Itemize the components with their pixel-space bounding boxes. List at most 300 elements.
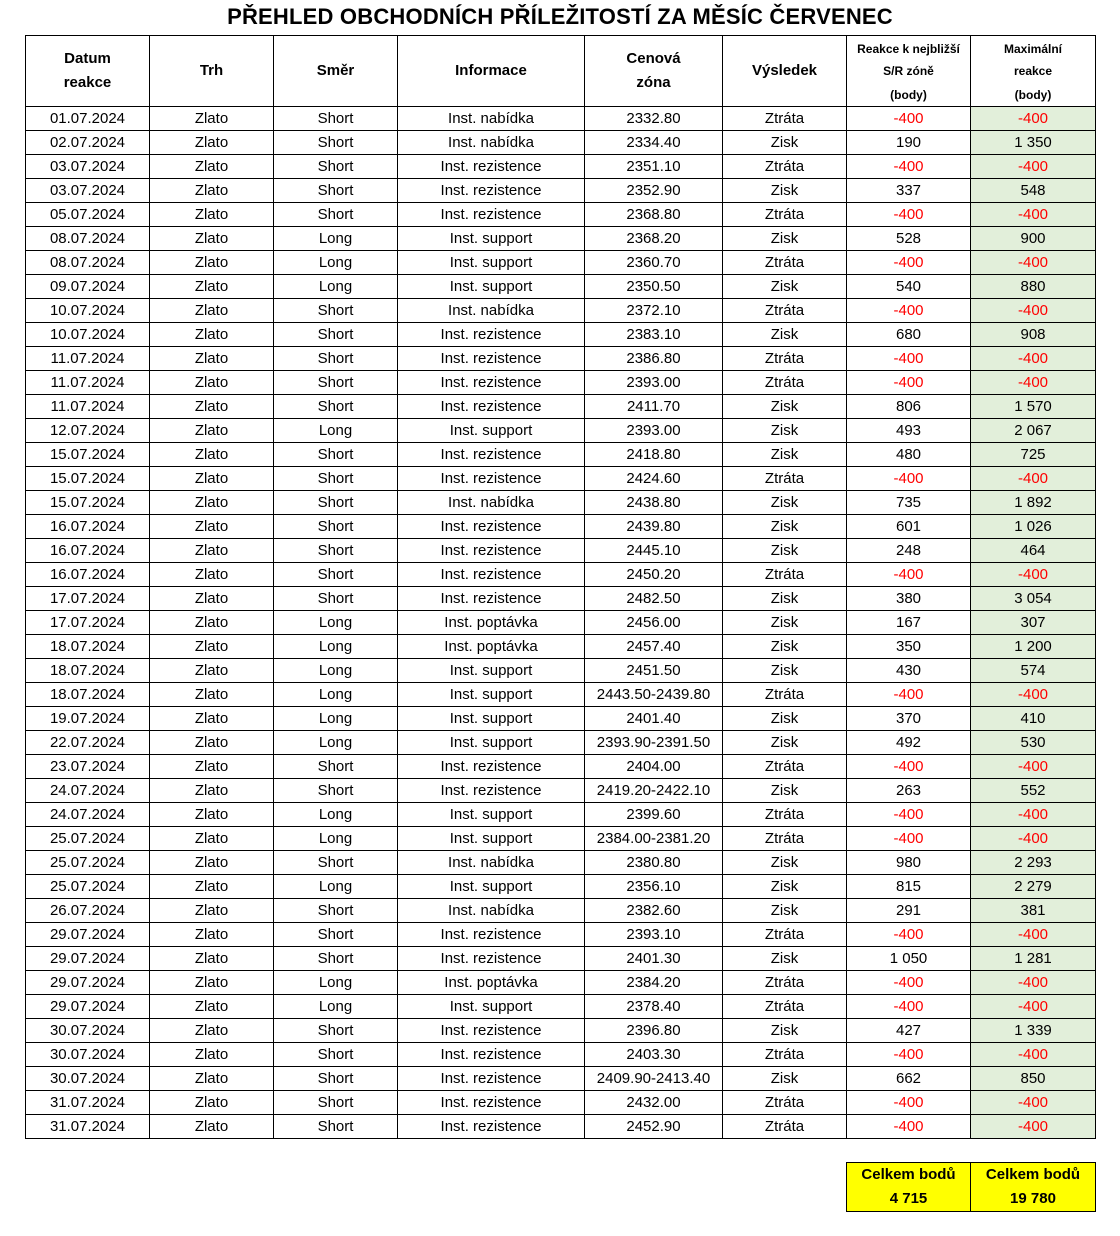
cell-informace: Inst. nabídka <box>398 491 585 515</box>
cell-max-reakce: 574 <box>971 659 1096 683</box>
cell-informace: Inst. nabídka <box>398 107 585 131</box>
cell-reakce: -400 <box>847 299 971 323</box>
cell-reakce: -400 <box>847 1043 971 1067</box>
cell-smer: Long <box>274 707 398 731</box>
cell-vysledek: Ztráta <box>723 1043 847 1067</box>
cell-datum: 09.07.2024 <box>26 275 150 299</box>
cell-vysledek: Zisk <box>723 131 847 155</box>
cell-max-reakce: 1 570 <box>971 395 1096 419</box>
table-row <box>26 563 1096 587</box>
cell-informace: Inst. support <box>398 995 585 1019</box>
cell-reakce: -400 <box>847 563 971 587</box>
cell-max-reakce: -400 <box>971 1091 1096 1115</box>
cell-max-reakce: 410 <box>971 707 1096 731</box>
cell-reakce: -400 <box>847 1091 971 1115</box>
cell-cenova-zona: 2401.40 <box>585 707 723 731</box>
table-header-row <box>26 36 1096 107</box>
cell-datum: 23.07.2024 <box>26 755 150 779</box>
cell-vysledek: Zisk <box>723 323 847 347</box>
cell-vysledek: Ztráta <box>723 1091 847 1115</box>
cell-max-reakce: 1 892 <box>971 491 1096 515</box>
cell-smer: Long <box>274 635 398 659</box>
cell-informace: Inst. rezistence <box>398 515 585 539</box>
cell-informace: Inst. support <box>398 251 585 275</box>
cell-trh: Zlato <box>150 923 274 947</box>
cell-max-reakce: 552 <box>971 779 1096 803</box>
cell-smer: Short <box>274 1019 398 1043</box>
cell-cenova-zona: 2368.80 <box>585 203 723 227</box>
cell-cenova-zona: 2393.00 <box>585 419 723 443</box>
cell-smer: Short <box>274 1043 398 1067</box>
table-row <box>26 371 1096 395</box>
cell-smer: Short <box>274 371 398 395</box>
cell-smer: Long <box>274 995 398 1019</box>
cell-cenova-zona: 2393.10 <box>585 923 723 947</box>
table-row <box>26 1091 1096 1115</box>
cell-reakce: -400 <box>847 1115 971 1139</box>
cell-datum: 03.07.2024 <box>26 155 150 179</box>
cell-datum: 05.07.2024 <box>26 203 150 227</box>
table-row <box>26 347 1096 371</box>
cell-vysledek: Zisk <box>723 491 847 515</box>
cell-trh: Zlato <box>150 899 274 923</box>
cell-vysledek: Zisk <box>723 227 847 251</box>
cell-reakce: 492 <box>847 731 971 755</box>
cell-trh: Zlato <box>150 395 274 419</box>
cell-vysledek: Zisk <box>723 707 847 731</box>
cell-cenova-zona: 2450.20 <box>585 563 723 587</box>
cell-trh: Zlato <box>150 203 274 227</box>
cell-smer: Short <box>274 323 398 347</box>
cell-max-reakce: 725 <box>971 443 1096 467</box>
cell-datum: 29.07.2024 <box>26 995 150 1019</box>
cell-trh: Zlato <box>150 875 274 899</box>
cell-informace: Inst. support <box>398 227 585 251</box>
cell-informace: Inst. rezistence <box>398 203 585 227</box>
cell-smer: Short <box>274 347 398 371</box>
cell-informace: Inst. rezistence <box>398 347 585 371</box>
cell-smer: Long <box>274 275 398 299</box>
cell-trh: Zlato <box>150 347 274 371</box>
cell-vysledek: Ztráta <box>723 371 847 395</box>
cell-cenova-zona: 2457.40 <box>585 635 723 659</box>
cell-cenova-zona: 2419.20-2422.10 <box>585 779 723 803</box>
cell-datum: 02.07.2024 <box>26 131 150 155</box>
table-row <box>26 131 1096 155</box>
cell-cenova-zona: 2382.60 <box>585 899 723 923</box>
table-row <box>26 683 1096 707</box>
cell-max-reakce: -400 <box>971 995 1096 1019</box>
cell-cenova-zona: 2350.50 <box>585 275 723 299</box>
cell-vysledek: Zisk <box>723 731 847 755</box>
cell-reakce: 350 <box>847 635 971 659</box>
cell-informace: Inst. rezistence <box>398 563 585 587</box>
cell-smer: Long <box>274 611 398 635</box>
cell-smer: Short <box>274 851 398 875</box>
cell-smer: Short <box>274 923 398 947</box>
cell-vysledek: Ztráta <box>723 827 847 851</box>
cell-trh: Zlato <box>150 1115 274 1139</box>
cell-vysledek: Zisk <box>723 179 847 203</box>
cell-vysledek: Zisk <box>723 395 847 419</box>
cell-cenova-zona: 2439.80 <box>585 515 723 539</box>
cell-informace: Inst. rezistence <box>398 155 585 179</box>
cell-cenova-zona: 2352.90 <box>585 179 723 203</box>
cell-max-reakce: -400 <box>971 467 1096 491</box>
cell-vysledek: Zisk <box>723 899 847 923</box>
cell-smer: Short <box>274 1067 398 1091</box>
cell-datum: 11.07.2024 <box>26 371 150 395</box>
table-row <box>26 995 1096 1019</box>
cell-datum: 30.07.2024 <box>26 1043 150 1067</box>
cell-datum: 15.07.2024 <box>26 491 150 515</box>
cell-datum: 29.07.2024 <box>26 923 150 947</box>
cell-informace: Inst. nabídka <box>398 851 585 875</box>
cell-reakce: -400 <box>847 971 971 995</box>
table-row <box>26 1115 1096 1139</box>
cell-datum: 17.07.2024 <box>26 587 150 611</box>
cell-reakce: -400 <box>847 203 971 227</box>
cell-datum: 08.07.2024 <box>26 251 150 275</box>
cell-smer: Short <box>274 155 398 179</box>
cell-informace: Inst. support <box>398 875 585 899</box>
col-header-max-reakce: Maximální reakce (body) <box>971 36 1096 107</box>
cell-reakce: 540 <box>847 275 971 299</box>
opportunities-table <box>25 35 1096 1139</box>
cell-reakce: 806 <box>847 395 971 419</box>
table-row <box>26 803 1096 827</box>
cell-max-reakce: -400 <box>971 203 1096 227</box>
col-header-informace: Informace <box>398 36 585 107</box>
cell-informace: Inst. support <box>398 731 585 755</box>
cell-informace: Inst. support <box>398 275 585 299</box>
cell-informace: Inst. poptávka <box>398 635 585 659</box>
cell-cenova-zona: 2401.30 <box>585 947 723 971</box>
cell-reakce: 601 <box>847 515 971 539</box>
cell-vysledek: Ztráta <box>723 563 847 587</box>
cell-datum: 16.07.2024 <box>26 515 150 539</box>
cell-trh: Zlato <box>150 1067 274 1091</box>
cell-trh: Zlato <box>150 851 274 875</box>
cell-reakce: -400 <box>847 923 971 947</box>
cell-informace: Inst. poptávka <box>398 611 585 635</box>
cell-max-reakce: 908 <box>971 323 1096 347</box>
cell-smer: Long <box>274 731 398 755</box>
cell-trh: Zlato <box>150 779 274 803</box>
cell-cenova-zona: 2438.80 <box>585 491 723 515</box>
cell-trh: Zlato <box>150 827 274 851</box>
cell-informace: Inst. rezistence <box>398 1115 585 1139</box>
cell-cenova-zona: 2445.10 <box>585 539 723 563</box>
table-row <box>26 779 1096 803</box>
table-row <box>26 755 1096 779</box>
cell-reakce: -400 <box>847 467 971 491</box>
cell-trh: Zlato <box>150 803 274 827</box>
cell-smer: Short <box>274 515 398 539</box>
cell-max-reakce: -400 <box>971 923 1096 947</box>
cell-cenova-zona: 2360.70 <box>585 251 723 275</box>
cell-max-reakce: 464 <box>971 539 1096 563</box>
cell-datum: 30.07.2024 <box>26 1067 150 1091</box>
cell-vysledek: Ztráta <box>723 971 847 995</box>
table-row <box>26 971 1096 995</box>
cell-trh: Zlato <box>150 419 274 443</box>
cell-vysledek: Ztráta <box>723 203 847 227</box>
cell-reakce: 493 <box>847 419 971 443</box>
cell-max-reakce: 1 350 <box>971 131 1096 155</box>
cell-cenova-zona: 2384.20 <box>585 971 723 995</box>
cell-informace: Inst. rezistence <box>398 1067 585 1091</box>
table-row <box>26 1043 1096 1067</box>
cell-cenova-zona: 2334.40 <box>585 131 723 155</box>
cell-trh: Zlato <box>150 995 274 1019</box>
cell-informace: Inst. nabídka <box>398 899 585 923</box>
cell-reakce: -400 <box>847 827 971 851</box>
cell-max-reakce: 850 <box>971 1067 1096 1091</box>
cell-max-reakce: -400 <box>971 803 1096 827</box>
cell-max-reakce: 307 <box>971 611 1096 635</box>
cell-cenova-zona: 2368.20 <box>585 227 723 251</box>
cell-cenova-zona: 2456.00 <box>585 611 723 635</box>
cell-vysledek: Zisk <box>723 635 847 659</box>
cell-smer: Short <box>274 299 398 323</box>
cell-vysledek: Ztráta <box>723 1115 847 1139</box>
cell-cenova-zona: 2384.00-2381.20 <box>585 827 723 851</box>
cell-informace: Inst. rezistence <box>398 323 585 347</box>
cell-trh: Zlato <box>150 515 274 539</box>
table-row <box>26 587 1096 611</box>
col-header-vysledek: Výsledek <box>723 36 847 107</box>
cell-datum: 16.07.2024 <box>26 539 150 563</box>
cell-cenova-zona: 2351.10 <box>585 155 723 179</box>
cell-cenova-zona: 2386.80 <box>585 347 723 371</box>
cell-reakce: -400 <box>847 251 971 275</box>
cell-reakce: 190 <box>847 131 971 155</box>
table-row <box>26 203 1096 227</box>
cell-datum: 18.07.2024 <box>26 683 150 707</box>
cell-datum: 29.07.2024 <box>26 971 150 995</box>
cell-trh: Zlato <box>150 227 274 251</box>
cell-smer: Long <box>274 251 398 275</box>
cell-datum: 22.07.2024 <box>26 731 150 755</box>
cell-reakce: 662 <box>847 1067 971 1091</box>
cell-cenova-zona: 2403.30 <box>585 1043 723 1067</box>
cell-vysledek: Zisk <box>723 851 847 875</box>
cell-datum: 01.07.2024 <box>26 107 150 131</box>
cell-cenova-zona: 2332.80 <box>585 107 723 131</box>
cell-cenova-zona: 2383.10 <box>585 323 723 347</box>
cell-trh: Zlato <box>150 371 274 395</box>
cell-datum: 11.07.2024 <box>26 347 150 371</box>
cell-max-reakce: 1 339 <box>971 1019 1096 1043</box>
cell-vysledek: Ztráta <box>723 683 847 707</box>
table-row <box>26 515 1096 539</box>
cell-datum: 19.07.2024 <box>26 707 150 731</box>
cell-reakce: 528 <box>847 227 971 251</box>
cell-vysledek: Ztráta <box>723 923 847 947</box>
cell-vysledek: Zisk <box>723 443 847 467</box>
cell-trh: Zlato <box>150 563 274 587</box>
col-header-trh: Trh <box>150 36 274 107</box>
table-row <box>26 923 1096 947</box>
table-row <box>26 155 1096 179</box>
cell-reakce: 815 <box>847 875 971 899</box>
cell-vysledek: Ztráta <box>723 995 847 1019</box>
cell-informace: Inst. rezistence <box>398 1019 585 1043</box>
cell-datum: 03.07.2024 <box>26 179 150 203</box>
cell-smer: Short <box>274 539 398 563</box>
cell-reakce: 735 <box>847 491 971 515</box>
cell-datum: 15.07.2024 <box>26 443 150 467</box>
table-row <box>26 1019 1096 1043</box>
cell-datum: 24.07.2024 <box>26 803 150 827</box>
table-row <box>26 707 1096 731</box>
table-row <box>26 227 1096 251</box>
cell-vysledek: Zisk <box>723 1019 847 1043</box>
cell-max-reakce: 900 <box>971 227 1096 251</box>
cell-trh: Zlato <box>150 179 274 203</box>
cell-vysledek: Ztráta <box>723 755 847 779</box>
cell-reakce: -400 <box>847 347 971 371</box>
col-header-smer: Směr <box>274 36 398 107</box>
cell-max-reakce: 1 281 <box>971 947 1096 971</box>
cell-reakce: 980 <box>847 851 971 875</box>
cell-smer: Long <box>274 827 398 851</box>
cell-trh: Zlato <box>150 587 274 611</box>
cell-trh: Zlato <box>150 491 274 515</box>
cell-reakce: -400 <box>847 995 971 1019</box>
cell-max-reakce: -400 <box>971 251 1096 275</box>
cell-vysledek: Ztráta <box>723 251 847 275</box>
cell-smer: Short <box>274 203 398 227</box>
table-row <box>26 827 1096 851</box>
cell-datum: 25.07.2024 <box>26 851 150 875</box>
cell-smer: Short <box>274 947 398 971</box>
table-row <box>26 491 1096 515</box>
cell-informace: Inst. rezistence <box>398 923 585 947</box>
cell-trh: Zlato <box>150 659 274 683</box>
cell-reakce: 427 <box>847 1019 971 1043</box>
cell-datum: 18.07.2024 <box>26 635 150 659</box>
cell-informace: Inst. rezistence <box>398 947 585 971</box>
cell-vysledek: Ztráta <box>723 107 847 131</box>
table-row <box>26 419 1096 443</box>
cell-informace: Inst. rezistence <box>398 467 585 491</box>
cell-cenova-zona: 2409.90-2413.40 <box>585 1067 723 1091</box>
table-row <box>26 947 1096 971</box>
table-row <box>26 179 1096 203</box>
cell-informace: Inst. rezistence <box>398 371 585 395</box>
cell-cenova-zona: 2393.90-2391.50 <box>585 731 723 755</box>
cell-smer: Short <box>274 899 398 923</box>
cell-cenova-zona: 2378.40 <box>585 995 723 1019</box>
cell-vysledek: Zisk <box>723 419 847 443</box>
cell-trh: Zlato <box>150 611 274 635</box>
cell-informace: Inst. support <box>398 419 585 443</box>
table-row <box>26 611 1096 635</box>
table-row <box>26 275 1096 299</box>
cell-trh: Zlato <box>150 683 274 707</box>
cell-vysledek: Zisk <box>723 1067 847 1091</box>
cell-max-reakce: 381 <box>971 899 1096 923</box>
cell-informace: Inst. support <box>398 659 585 683</box>
cell-informace: Inst. rezistence <box>398 395 585 419</box>
table-row <box>26 323 1096 347</box>
total-reakce-value: 4 715 <box>889 1190 928 1207</box>
cell-smer: Long <box>274 659 398 683</box>
cell-cenova-zona: 2411.70 <box>585 395 723 419</box>
cell-trh: Zlato <box>150 467 274 491</box>
cell-reakce: -400 <box>847 683 971 707</box>
table-row <box>26 251 1096 275</box>
cell-trh: Zlato <box>150 947 274 971</box>
cell-datum: 18.07.2024 <box>26 659 150 683</box>
table-row <box>26 659 1096 683</box>
cell-smer: Long <box>274 227 398 251</box>
cell-vysledek: Zisk <box>723 611 847 635</box>
cell-smer: Short <box>274 491 398 515</box>
col-header-datum: Datum reakce <box>26 36 150 107</box>
cell-informace: Inst. nabídka <box>398 299 585 323</box>
cell-informace: Inst. nabídka <box>398 131 585 155</box>
cell-datum: 08.07.2024 <box>26 227 150 251</box>
cell-smer: Short <box>274 1115 398 1139</box>
cell-smer: Long <box>274 683 398 707</box>
cell-informace: Inst. rezistence <box>398 779 585 803</box>
cell-max-reakce: -400 <box>971 827 1096 851</box>
cell-reakce: -400 <box>847 755 971 779</box>
cell-smer: Short <box>274 443 398 467</box>
cell-smer: Short <box>274 779 398 803</box>
cell-trh: Zlato <box>150 155 274 179</box>
cell-informace: Inst. rezistence <box>398 539 585 563</box>
cell-vysledek: Zisk <box>723 587 847 611</box>
cell-cenova-zona: 2356.10 <box>585 875 723 899</box>
cell-smer: Short <box>274 131 398 155</box>
cell-max-reakce: 530 <box>971 731 1096 755</box>
cell-reakce: 680 <box>847 323 971 347</box>
cell-smer: Long <box>274 971 398 995</box>
total-max-reakce-value: 19 780 <box>1010 1190 1056 1207</box>
totals-table <box>846 1162 1096 1212</box>
cell-informace: Inst. support <box>398 683 585 707</box>
cell-reakce: 167 <box>847 611 971 635</box>
cell-max-reakce: 548 <box>971 179 1096 203</box>
cell-max-reakce: 1 026 <box>971 515 1096 539</box>
cell-informace: Inst. rezistence <box>398 179 585 203</box>
cell-trh: Zlato <box>150 107 274 131</box>
cell-trh: Zlato <box>150 971 274 995</box>
cell-datum: 17.07.2024 <box>26 611 150 635</box>
cell-smer: Short <box>274 467 398 491</box>
cell-trh: Zlato <box>150 539 274 563</box>
cell-cenova-zona: 2443.50-2439.80 <box>585 683 723 707</box>
cell-trh: Zlato <box>150 299 274 323</box>
cell-trh: Zlato <box>150 707 274 731</box>
total-max-reakce-cell: Celkem bodů 19 780 <box>971 1163 1096 1212</box>
cell-vysledek: Zisk <box>723 539 847 563</box>
cell-informace: Inst. poptávka <box>398 971 585 995</box>
cell-vysledek: Ztráta <box>723 299 847 323</box>
cell-cenova-zona: 2380.80 <box>585 851 723 875</box>
cell-max-reakce: -400 <box>971 155 1096 179</box>
col-header-cenova-zona: Cenová zóna <box>585 36 723 107</box>
cell-max-reakce: -400 <box>971 755 1096 779</box>
cell-smer: Short <box>274 107 398 131</box>
cell-cenova-zona: 2396.80 <box>585 1019 723 1043</box>
cell-vysledek: Ztráta <box>723 803 847 827</box>
cell-datum: 10.07.2024 <box>26 299 150 323</box>
